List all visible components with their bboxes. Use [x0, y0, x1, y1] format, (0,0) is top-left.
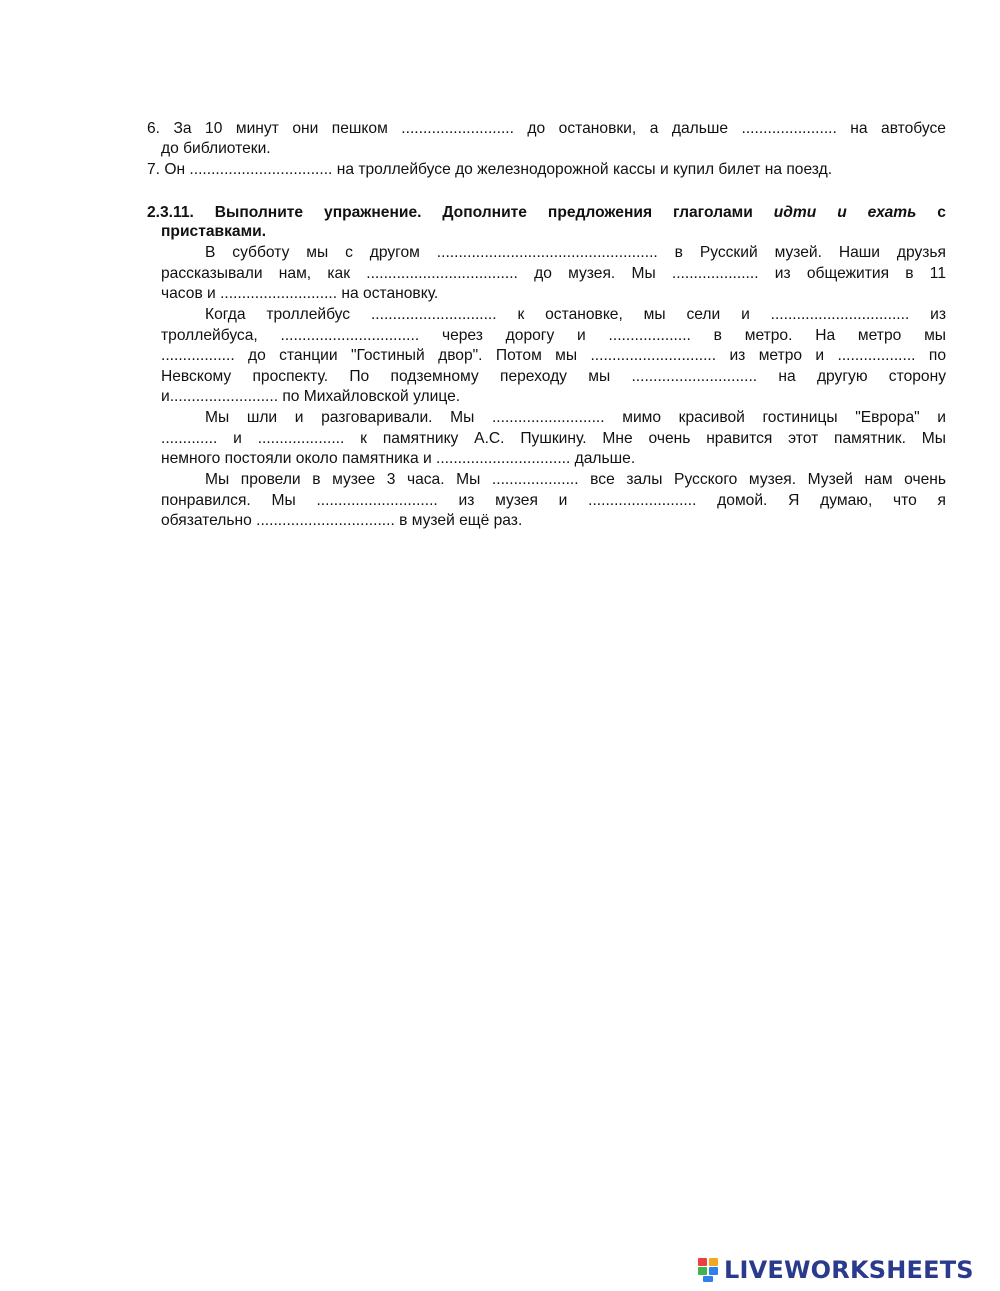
p2-line-4: Невскому проспекту. По подземному переходу мы ............................. на другую сторону: [161, 368, 946, 385]
p1-line-2: рассказывали нам, как ................................... до музея. Мы .................... из общежития в 11: [161, 265, 946, 282]
liveworksheets-brand: LIVEWORKSHEETS: [724, 1256, 974, 1284]
p1-line-3: часов и ........................... на остановку.: [161, 285, 439, 302]
exercise-heading-line-2: приставками.: [161, 223, 267, 240]
p2-line-3: ................. до станции "Гостиный двор". Потом мы ............................. из метро и .................. по: [161, 347, 946, 364]
heading-text: 2.3.11. Выполните упражнение. Дополните предложения глаголами: [147, 204, 753, 221]
item-6-line-1: 6. За 10 минут они пешком .......................... до остановки, а дальше ...................... на автобусе: [147, 120, 946, 137]
heading-italic: идти и ехать: [773, 204, 917, 221]
p3-line-2: ............. и .................... к памятнику А.С. Пушкину. Мне очень нравится этот памятник. Мы: [161, 430, 946, 447]
p4-line-3: обязательно ................................ в музей ещё раз.: [161, 512, 523, 529]
exercise-heading: [147, 203, 946, 223]
p2-line-1: Когда троллейбус ............................. к остановке, мы сели и ................................ из: [205, 306, 946, 323]
liveworksheets-logo: [698, 1257, 974, 1283]
p3-line-3: немного постояли около памятника и ............................... дальше.: [161, 450, 636, 467]
p4-line-2: понравился. Мы ............................ из музея и ......................... домой. Я думаю, что я: [161, 492, 946, 509]
item-7-line-1: 7. Он ................................. на троллейбусе до железнодорожной кассы и купил билет на поезд.: [147, 161, 833, 178]
p4-line-1: Мы провели в музее 3 часа. Мы .................... все залы Русского музея. Музей нам очень: [205, 471, 946, 488]
p2-line-2: троллейбуса, ................................ через дорогу и ................... в метро. На метро мы: [161, 327, 946, 344]
item-6-line-2: до библиотеки.: [161, 140, 271, 157]
p2-line-5: и......................... по Михайловской улице.: [161, 388, 461, 405]
heading-end: с: [937, 204, 946, 221]
p3-line-1: Мы шли и разговаривали. Мы .......................... мимо красивой гостиницы "Еврора" и: [205, 409, 946, 426]
liveworksheets-mark-icon: [698, 1257, 720, 1283]
p1-line-1: В субботу мы с другом ................................................... в Русский музей. Наши друзья: [205, 244, 946, 261]
